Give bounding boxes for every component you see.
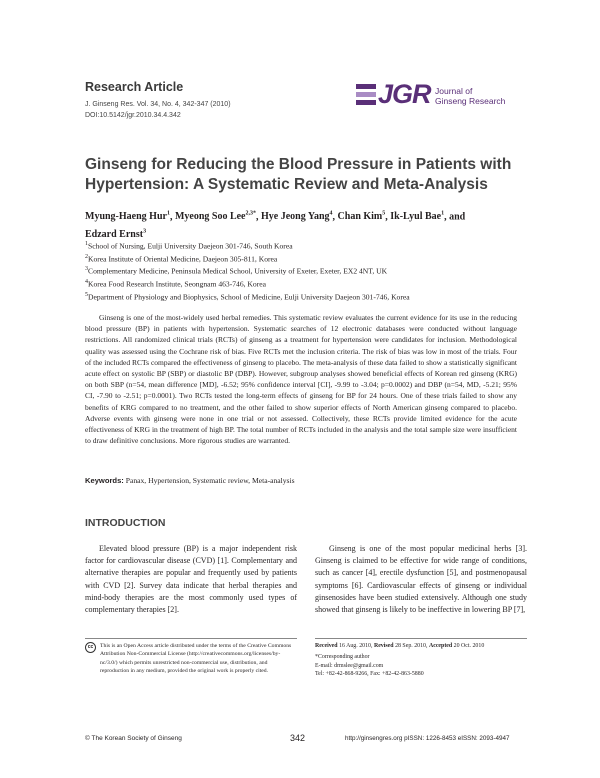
logo-name-line1: Journal of <box>435 86 473 96</box>
paper-title: Ginseng for Reducing the Blood Pressure in Patients with Hypertension: A Systematic Review and Meta-Analysis <box>85 156 512 193</box>
affiliation: $^1$School of Nursing, Eulji University Daejeon 301-746, South Korea <box>85 241 293 251</box>
footer-society: © The Korean Society of Ginseng <box>85 735 182 742</box>
affiliation: $^3$Complementary Medicine, Peninsula Medical School, University of Exeter, Exeter, EX2 4NT, UK <box>85 266 388 276</box>
keywords-text: Panax, Hypertension, Systematic review, Meta-analysis <box>125 476 295 485</box>
divider <box>85 638 297 639</box>
abstract-text: Ginseng is one of the most-widely used herbal remedies. This systematic review evaluates the current evidence for its use in the reducing blood pressure (BP) in patients with hypertension. Systematic searches of 12 electronic databases were conducted without language restrictions. All randomized clinical trials (RCTs) of ginseng as a treatment for hypertension were candidates for inclusion. Methodological quality was assessed using the Cochrane risk of bias. Five RCTs met the inclusion criteria. The risk of bias was low in most of the trials. Four of the included RCTs compared the effectiveness of ginseng to placebo. The meta-analysis of these data failed to show a statistically significant acute effect on systolic BP (SBP) or diastolic BP (DBP). However, subgroup analyses showed beneficial effects of Korean red ginseng (KRG) on both SBP (n=54, mean difference [MD], -6.52; 95% confidence interval [CI], -9.99 to -3.04; p=0.0002) and DBP (n=54, MD, -5.21; 95% CI, -7.90 to -2.51; p=0.0001). Two RCTs tested the long-term effects of ginseng for BP for 24 hours. One of these trials failed to show any benefits of KRG compared to no treatment, and the other failed to show superior effects of North American ginseng compared to placebo. Adverse events with ginseng were none in one trial or not assessed. Collectively, these RCTs provide limited evidence for the acute effectiveness of KRG in the treatment of high BP. The total number of RCTs included in the analysis and the total sample size were insufficient to draw definitive conclusions. More rigorous studies are warranted. <box>85 313 517 446</box>
author: Chan Kim$^5$ <box>337 211 386 223</box>
intro-paragraph: Elevated blood pressure (BP) is a major independent risk factor for cardiovascular disease (CVD) [1]. Complementary and alternative therapies are popular and frequently used by patients with CVD [2]. Survey data indicate that herbal therapies and mind-body therapies are the most commonly used types of complementary therapies [2]. <box>85 544 297 615</box>
author: Ik-Lyul Bae$^1$ <box>390 211 445 223</box>
doi: DOI:10.5142/jgr.2010.34.4.342 <box>85 112 181 119</box>
author: Hye Jeong Yang$^4$ <box>261 211 333 223</box>
dates-line: Received 16 Aug. 2010, Revised 28 Sep. 2010, Accepted 20 Oct. 2010 <box>315 643 485 649</box>
logo-mark-icon <box>356 84 376 106</box>
corresponding-phone: Tel: +82-42-868-9266, Fax: +82-42-863-5880 <box>315 670 424 677</box>
affiliation: $^4$Korea Food Research Institute, Seongnam 463-746, Korea <box>85 279 266 289</box>
citation-block <box>85 99 231 121</box>
divider <box>315 638 527 639</box>
intro-paragraph: Ginseng is one of the most popular medicinal herbs [3]. Ginseng is claimed to be effective for wide range of conditions, such as cancer [4], erectile dysfunction [5], and postmenopausal symptoms [6]. Cardiovascular effects of ginseng or individual ginsenosides have been studied extensively. Although one study showed that ginseng is likely to be ineffective in lowering BP [7], <box>315 544 527 615</box>
corresponding-author-label: *Corresponding author <box>315 654 370 661</box>
journal-logo <box>356 79 526 113</box>
creative-commons-icon: cc <box>85 642 96 653</box>
license-text: This is an Open Access article distributed under the terms of the Creative Commons Attribution Non-Commercial License (http://creativecommons.org/licenses/by-nc/3.0/) which permits unrestricted non-commercial use, distribution, and reproduction in any medium, provided the original work is properly cited. <box>100 643 292 674</box>
author: Edzard Ernst$^3$ <box>85 228 147 240</box>
logo-journal-name <box>435 86 505 106</box>
logo-abbr: JGR <box>378 79 431 109</box>
abstract <box>85 312 517 446</box>
author: Myeong Soo Lee$^{2,3*}$ <box>174 211 256 223</box>
keywords <box>85 476 295 485</box>
affiliations <box>85 239 410 303</box>
logo-name-line2: Ginseng Research <box>435 96 506 106</box>
author-list: Myung-Haeng Hur$^1$, Myeong Soo Lee$^{2,3*}$, Hye Jeong Yang$^4$, Chan Kim$^5$, Ik-Lyul Bae$^1$, and Edzard Ernst$^3$ <box>85 211 466 240</box>
article-type: Research Article <box>85 80 184 94</box>
article-dates <box>315 642 527 678</box>
intro-column-right <box>315 543 527 616</box>
intro-column-left <box>85 543 297 616</box>
keywords-label: Keywords: <box>85 476 124 485</box>
affiliation: $^5$Department of Physiology and Biophysics, School of Medicine, Eulji University Daejeon 301-746, Korea <box>85 291 410 302</box>
citation: J. Ginseng Res. Vol. 34, No. 4, 342-347 (2010) <box>85 101 231 108</box>
author: Myung-Haeng Hur$^1$ <box>85 211 170 223</box>
page-number: 342 <box>290 733 306 743</box>
footer-journal-info: http://ginsengres.org pISSN: 1226-8453 eISSN: 2093-4947 <box>345 735 510 742</box>
corresponding-email: E-mail: drmslee@gmail.com <box>315 662 384 669</box>
section-heading-introduction: INTRODUCTION <box>85 517 166 529</box>
author-conjunction: and <box>449 211 466 223</box>
affiliation: $^2$Korea Institute of Oriental Medicine, Daejeon 305-811, Korea <box>85 253 278 264</box>
